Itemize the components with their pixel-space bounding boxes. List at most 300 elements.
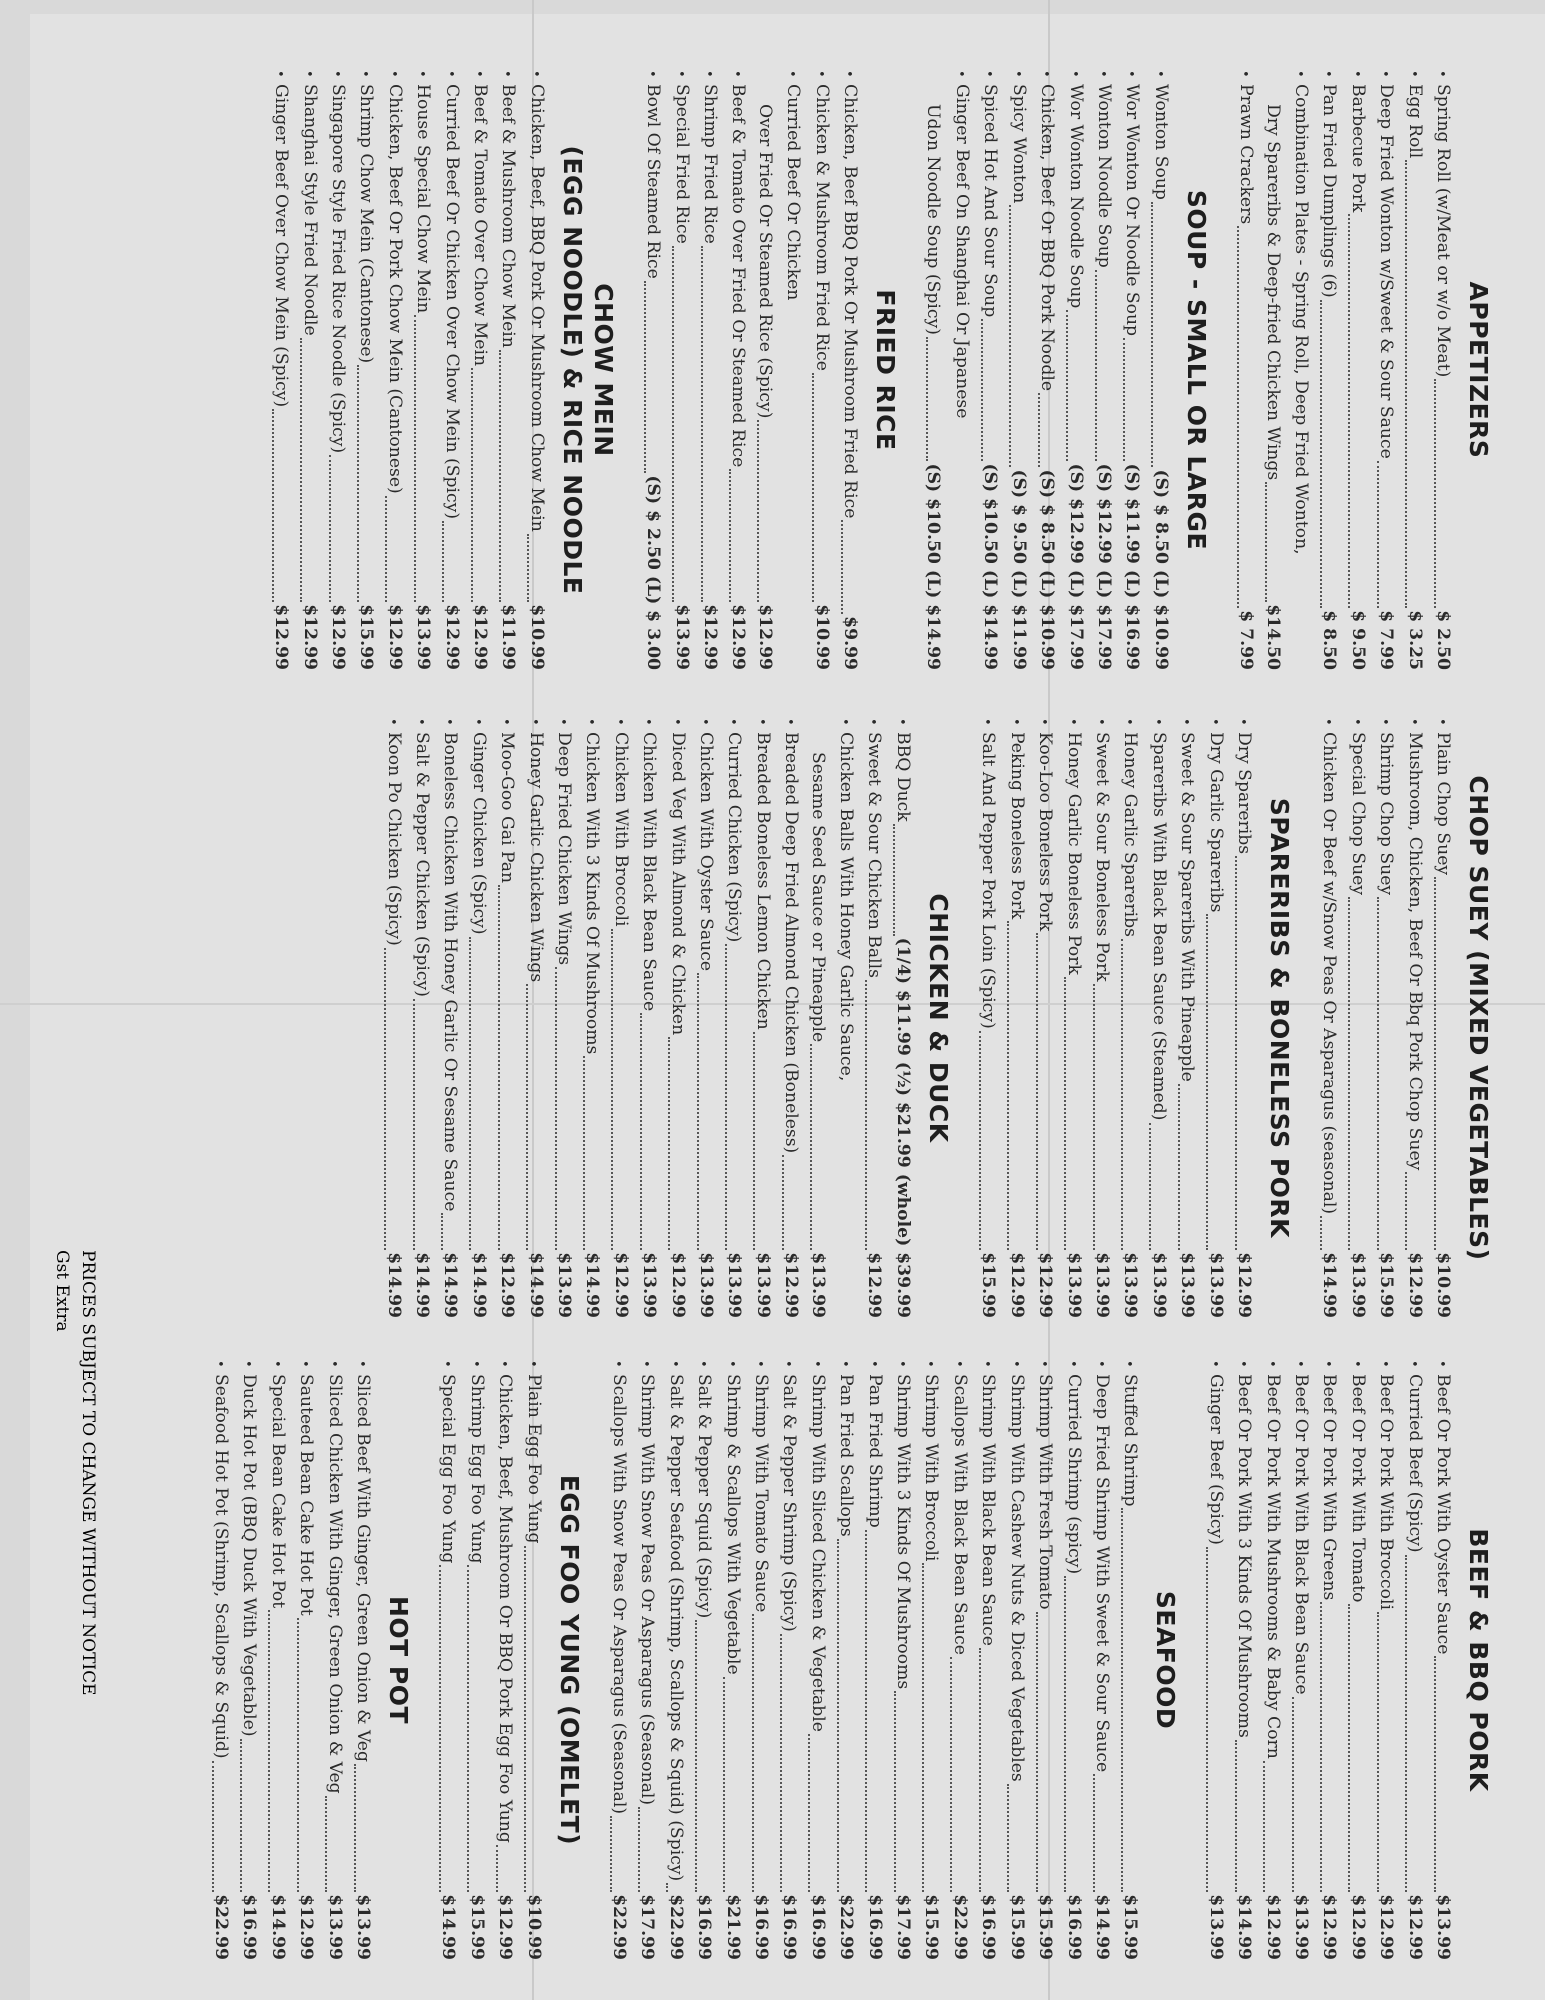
item-name: Koo-Loo Boneless Pork [1035, 732, 1056, 932]
dot-leader [524, 1546, 526, 1893]
menu-item [433, 1360, 461, 1960]
menu-item [1231, 70, 1259, 670]
menu-item [723, 70, 751, 670]
dot-leader [1178, 1084, 1180, 1250]
dot-leader [1093, 984, 1095, 1251]
item-price: $13.99 [807, 1252, 828, 1318]
menu-item [1342, 70, 1370, 670]
menu-item [319, 1360, 347, 1960]
item-price: $14.99 [438, 1894, 459, 1960]
bullet-icon: • [1094, 70, 1110, 78]
item-name: Diced Veg With Almond & Chicken [667, 732, 688, 1036]
item-price: $9.99 [840, 616, 861, 670]
menu-item [666, 70, 694, 670]
item-name: Dry Spareribs & Deep-fried Chicken Wings [1262, 104, 1283, 481]
menu-item [436, 70, 464, 670]
item-name: Shrimp Fried Rice [700, 84, 721, 244]
dot-leader [1263, 1761, 1265, 1892]
item-price: $16.99 [694, 1894, 715, 1960]
menu-item [1001, 1360, 1029, 1960]
bullet-icon: • [1151, 70, 1167, 78]
item-name: Chicken, Beef BBQ Pork Or Mushroom Fried Rice [840, 84, 861, 519]
dot-leader [1405, 160, 1407, 608]
menu-item [1314, 1360, 1342, 1960]
menu-item [717, 1360, 745, 1960]
item-name: Duck Hot Pot (BBQ Duck With Vegetable) [239, 1374, 260, 1737]
item-price: $10.99 [1433, 1252, 1453, 1318]
item-price: $12.99 [1404, 1894, 1425, 1960]
dot-leader [442, 521, 444, 602]
bullet-icon: • [526, 718, 542, 726]
menu-item [1286, 70, 1314, 670]
dot-leader [471, 368, 473, 602]
menu-item [888, 1360, 916, 1960]
bullet-icon: • [922, 1360, 938, 1368]
item-name: Special Egg Foo Yung [438, 1374, 459, 1564]
dot-leader [439, 1565, 441, 1892]
menu-item [461, 1360, 489, 1960]
menu-item [407, 718, 435, 1318]
dot-leader [1038, 393, 1040, 467]
dot-leader [894, 1691, 896, 1892]
bullet-icon: • [1064, 1360, 1080, 1368]
menu-item [1371, 70, 1399, 670]
item-price: $13.99 [1148, 1252, 1169, 1318]
item-name: Mushroom, Chicken, Beef Or Bbq Pork Chop Suey [1404, 732, 1425, 1171]
bullet-icon: • [837, 718, 853, 726]
dot-leader [496, 1845, 498, 1892]
bullet-icon: • [837, 1360, 853, 1368]
item-name: Breaded Boneless Lemon Chicken [752, 732, 773, 1030]
item-price: $12.99 [299, 604, 320, 670]
item-name: Chicken Or Beef w/Snow Peas Or Asparagus (seasonal) [1319, 732, 1340, 1215]
dot-leader [1348, 1604, 1350, 1892]
dot-leader [780, 1634, 782, 1892]
section-heading: APPETIZERS [1464, 281, 1493, 459]
menu-item [1032, 70, 1060, 670]
dot-leader [697, 973, 699, 1250]
menu-item [234, 1360, 262, 1960]
item-price: $12.99 [1404, 1252, 1425, 1318]
item-price: $12.99 [1319, 1894, 1340, 1960]
item-name: Beef & Mushroom Chow Mein [498, 84, 519, 348]
menu-item [831, 718, 859, 1318]
menu-item [1001, 718, 1029, 1318]
bullet-icon: • [1263, 1360, 1279, 1368]
dot-leader [695, 1620, 697, 1892]
bullet-icon: • [1377, 1360, 1393, 1368]
section-spareribs [973, 718, 1294, 1318]
item-list [266, 70, 550, 670]
item-name: BBQ Duck [892, 732, 913, 822]
bullet-icon: • [697, 718, 713, 726]
dot-leader [441, 1213, 443, 1250]
item-price: $13.99 [1120, 1252, 1141, 1318]
dot-leader [527, 534, 529, 602]
dot-leader [1292, 1697, 1294, 1893]
item-price: $15.99 [978, 1252, 999, 1318]
item-price: (S) $10.50 (L) $14.99 [980, 463, 1001, 670]
item-name: Curried Chicken (Spicy) [724, 732, 745, 943]
section-seafood [604, 1360, 1181, 1960]
item-price: $14.99 [1234, 1894, 1255, 1960]
bullet-icon: • [524, 1360, 540, 1368]
item-price: $13.99 [1290, 1894, 1311, 1960]
bullet-icon: • [894, 1360, 910, 1368]
menu-item [888, 718, 916, 1318]
bullet-icon: • [1092, 718, 1108, 726]
dot-leader [268, 1610, 270, 1892]
bullet-icon: • [725, 718, 741, 726]
item-name: Shrimp With Sliced Chicken & Vegetable [807, 1374, 828, 1732]
dot-leader [672, 246, 674, 602]
menu-item [1259, 70, 1285, 670]
bullet-icon: • [1206, 718, 1222, 726]
bullet-icon: • [865, 1360, 881, 1368]
dot-leader [611, 929, 613, 1251]
bullet-icon: • [496, 1360, 512, 1368]
item-price: $11.99 [498, 604, 519, 670]
dot-leader [1405, 1555, 1407, 1893]
bullet-icon: • [644, 70, 660, 78]
menu-item [1058, 718, 1086, 1318]
bullet-icon: • [1149, 718, 1165, 726]
menu-item [262, 1360, 290, 1960]
gst-notice: Gst Extra [52, 1250, 72, 1332]
menu-item [831, 1360, 859, 1960]
menu-item [662, 718, 690, 1318]
menu-item [920, 70, 946, 670]
bullet-icon: • [414, 70, 430, 78]
dot-leader [922, 1563, 924, 1892]
bullet-icon: • [555, 718, 571, 726]
menu-item [549, 718, 577, 1318]
menu-item [802, 1360, 830, 1960]
menu-item [490, 1360, 518, 1960]
dot-leader [329, 455, 331, 602]
dot-leader [1377, 897, 1379, 1250]
dot-leader [1149, 1123, 1151, 1251]
item-price: $12.99 [296, 1894, 317, 1960]
section-chop-suey [1314, 718, 1493, 1318]
dot-leader [212, 1761, 214, 1893]
menu-item [1115, 1360, 1143, 1960]
bullet-icon: • [527, 70, 543, 78]
item-name: Sweet & Sour Chicken Balls [864, 732, 885, 978]
item-price: $22.99 [949, 1894, 970, 1960]
item-name: Ginger Beef Over Chow Mein (Spicy) [271, 84, 292, 408]
item-price: $14.50 [1262, 604, 1283, 670]
dot-leader [1066, 310, 1068, 461]
bullet-icon: • [1320, 70, 1336, 78]
bullet-icon: • [1291, 70, 1307, 78]
item-name: Scallops With Black Bean Sauce [949, 1374, 970, 1655]
item-name: Pan Fried Scallops [836, 1374, 857, 1537]
dot-leader [357, 365, 359, 602]
item-name: Sauteed Bean Cake Hot Pot [296, 1374, 317, 1616]
item-name: Chicken & Mushroom Fried Rice [811, 84, 832, 371]
bullet-icon: • [499, 70, 515, 78]
item-price: (1/4) $11.99 (½) $21.99 (whole) $39.99 [892, 937, 913, 1318]
dot-leader [469, 937, 471, 1251]
menu-item [1229, 718, 1257, 1318]
item-price: $15.99 [466, 1894, 487, 1960]
menu-item [1200, 718, 1228, 1318]
item-list [1200, 1360, 1456, 1960]
item-name: Bowl Of Steamed Rice [643, 84, 664, 279]
menu-item [351, 70, 379, 670]
menu-item [521, 70, 549, 670]
bullet-icon: • [1348, 1360, 1364, 1368]
item-price: $12.99 [1262, 1894, 1283, 1960]
menu-item [518, 1360, 546, 1960]
bullet-icon: • [268, 1360, 284, 1368]
bullet-icon: • [1434, 70, 1449, 78]
menu-item [1342, 1360, 1370, 1960]
bullet-icon: • [1320, 718, 1336, 726]
bullet-icon: • [1291, 1360, 1307, 1368]
bullet-icon: • [668, 718, 684, 726]
bullet-icon: • [1036, 1360, 1052, 1368]
item-name: Special Fried Rice [671, 84, 692, 244]
section-heading: CHOP SUEY (MIXED VEGETABLES) [1464, 775, 1493, 1261]
item-price: $13.99 [1433, 1894, 1453, 1960]
menu-item [1428, 70, 1456, 670]
bullet-icon: • [666, 1360, 682, 1368]
price-notice [49, 1230, 101, 1696]
dot-leader [979, 1648, 981, 1892]
item-name: Shanghai Style Fried Noodle [299, 84, 320, 336]
item-name: Honey Garlic Spareribs [1120, 732, 1141, 937]
menu-item [1314, 718, 1342, 1318]
dot-leader [1064, 977, 1066, 1250]
menu-item [719, 718, 747, 1318]
menu-item [804, 718, 830, 1318]
bullet-icon: • [1237, 70, 1253, 78]
bullet-icon: • [384, 718, 400, 726]
dot-leader [668, 1037, 670, 1250]
item-name: Salt & Pepper Seafood (Shrimp, Scallops & Squid) (Spicy) [665, 1374, 686, 1882]
dot-leader [753, 1032, 755, 1251]
item-name: Beef & Tomato Over Chow Mein [470, 84, 491, 367]
dot-leader [1377, 1612, 1379, 1892]
item-price: $14.99 [440, 1252, 461, 1318]
bullet-icon: • [979, 1360, 995, 1368]
item-name: Deep Fried Chicken Wings [554, 732, 575, 966]
menu-item [638, 70, 666, 670]
item-price: (S) $ 8.50 (L) $10.99 [1150, 469, 1171, 670]
item-price: $16.99 [779, 1894, 800, 1960]
item-name: Salt And Pepper Pork Loin (Spicy) [978, 732, 999, 1029]
dot-leader [1206, 914, 1208, 1250]
dot-leader [1093, 1774, 1095, 1892]
menu-item [435, 718, 463, 1318]
dot-leader [865, 1530, 867, 1893]
item-price: $14.99 [582, 1252, 603, 1318]
item-price: $13.99 [724, 1252, 745, 1318]
item-name: Beef & Tomato Over Fried Or Steamed Rice [728, 84, 749, 468]
dot-leader [1151, 202, 1153, 468]
item-list [206, 1360, 376, 1960]
dot-leader [583, 1056, 585, 1250]
dot-leader [808, 1734, 810, 1892]
bullet-icon: • [1007, 1360, 1023, 1368]
item-name: Stuffed Shrimp [1120, 1374, 1141, 1507]
menu-item [323, 70, 351, 670]
dot-leader [1123, 338, 1125, 461]
bullet-icon: • [413, 718, 428, 726]
dot-leader [1237, 226, 1239, 608]
dot-leader [385, 496, 387, 603]
bullet-icon: • [385, 70, 401, 78]
item-list [378, 718, 916, 1318]
section-heading: HOT POT [384, 1595, 413, 1725]
menu-item [632, 1360, 660, 1960]
dot-leader [926, 337, 928, 462]
item-price: $10.99 [811, 604, 832, 670]
bullet-icon: • [1348, 718, 1364, 726]
item-price: $16.99 [239, 1894, 260, 1960]
item-list [433, 1360, 547, 1960]
menu-item [778, 70, 806, 670]
section-heading: SPARERIBS & BONELESS PORK [1264, 797, 1294, 1239]
menu-item [691, 718, 719, 1318]
item-name: Scallops With Snow Peas Or Asparagus (Seasonal) [609, 1374, 630, 1815]
item-price: $21.99 [722, 1894, 743, 1960]
item-price: $16.99 [978, 1894, 999, 1960]
bullet-icon: • [723, 1360, 739, 1368]
bullet-icon: • [1036, 718, 1052, 726]
dot-leader [526, 984, 528, 1250]
bullet-icon: • [272, 70, 288, 78]
item-name: Shrimp With Snow Peas Or Asparagus (Seasonal) [637, 1374, 658, 1806]
menu-item [1087, 1360, 1115, 1960]
item-name: Koon Po Chicken (Spicy) [383, 732, 404, 946]
item-name: Chicken, Beef Or Pork Chow Mein (Cantonese) [384, 84, 405, 494]
menu-item [695, 70, 723, 670]
bullet-icon: • [981, 70, 997, 78]
menu-item [206, 1360, 234, 1960]
menu-item [835, 70, 863, 670]
menu-item [1143, 718, 1171, 1318]
item-name: Spiced Hot And Sour Soup [980, 84, 1001, 318]
item-name: Curried Beef Or Chicken [783, 84, 804, 301]
item-price: $14.99 [412, 1252, 432, 1318]
menu-item [520, 718, 548, 1318]
dot-leader [1235, 1740, 1237, 1892]
dot-leader [384, 948, 386, 1250]
bullet-icon: • [812, 70, 828, 78]
menu-item [689, 1360, 717, 1960]
item-name: Shrimp Chop Suey [1376, 732, 1397, 896]
dot-leader [782, 1155, 784, 1250]
menu-item [1060, 70, 1088, 670]
item-name: Moo-Goo Gai Pan [497, 732, 518, 884]
dot-leader [894, 824, 896, 936]
item-price: $14.99 [468, 1252, 489, 1318]
item-price: (S) $11.99 (L) $16.99 [1122, 463, 1143, 670]
item-price: $13.99 [413, 604, 434, 670]
bullet-icon: • [240, 1360, 256, 1368]
item-name: Peking Boneless Pork [1006, 732, 1027, 920]
item-name: House Special Chow Mein [413, 84, 434, 314]
bullet-icon: • [467, 1360, 483, 1368]
item-price: $13.99 [752, 1252, 773, 1318]
menu-item [859, 718, 887, 1318]
bullet-icon: • [469, 718, 485, 726]
dot-leader [1064, 1576, 1066, 1892]
dot-leader [1206, 1547, 1208, 1892]
item-price: $ 2.50 [1433, 610, 1453, 670]
item-name: Egg Roll [1404, 84, 1425, 159]
bullet-icon: • [441, 718, 457, 726]
bullet-icon: • [1038, 70, 1054, 78]
item-price: $13.99 [1063, 1252, 1084, 1318]
item-price: $12.99 [441, 604, 462, 670]
dot-leader [1348, 897, 1350, 1250]
dot-leader [325, 1796, 327, 1893]
item-name: Wonton Soup [1150, 84, 1171, 200]
item-price: $12.99 [864, 1252, 885, 1318]
dot-leader [1095, 270, 1097, 462]
item-name: Plain Egg Foo Yung [523, 1374, 544, 1544]
dot-leader [841, 520, 843, 614]
bullet-icon: • [729, 70, 745, 78]
dot-leader [1036, 1612, 1038, 1893]
menu-item [1229, 1360, 1257, 1960]
item-name: Plain Chop Suey [1433, 732, 1453, 876]
bullet-icon: • [701, 70, 717, 78]
item-name: Curried Beef Or Chicken Over Chow Mein (Spicy) [441, 84, 462, 520]
item-price: $22.99 [609, 1894, 630, 1960]
item-name: Barbecue Pork [1347, 84, 1368, 213]
dot-leader [752, 1614, 754, 1892]
item-price: $16.99 [807, 1894, 828, 1960]
item-price: $16.99 [751, 1894, 772, 1960]
dot-leader [1009, 205, 1011, 467]
item-name: Honey Garlic Boneless Pork [1063, 732, 1084, 975]
section-soup [920, 70, 1211, 670]
menu-item [605, 718, 633, 1318]
menu-item [379, 70, 407, 670]
menu-item [1117, 70, 1145, 670]
item-name: Sesame Seed Sauce or Pineapple [807, 752, 828, 1043]
dot-leader [810, 1044, 812, 1250]
dot-leader [1320, 300, 1322, 608]
item-price: $12.99 [610, 1252, 631, 1318]
item-name: Salt & Pepper Shrimp (Spicy) [779, 1374, 800, 1632]
dot-leader [1434, 877, 1436, 1250]
dot-leader [1320, 1216, 1322, 1250]
dot-leader [467, 1565, 469, 1892]
bullet-icon: • [1121, 718, 1137, 726]
bullet-icon: • [1405, 70, 1421, 78]
item-name: Beef Or Pork With 3 Kinds Of Mushrooms [1234, 1374, 1255, 1738]
menu-item [1087, 718, 1115, 1318]
menu-item [1399, 70, 1427, 670]
item-price: $12.99 [1233, 1252, 1254, 1318]
item-price: $12.99 [1376, 1894, 1397, 1960]
bullet-icon: • [1066, 70, 1082, 78]
item-name: Deep Fried Shrimp With Sweet & Sour Sauce [1091, 1374, 1112, 1773]
item-name: Breaded Deep Fried Almond Chicken (Boneless) [781, 732, 802, 1154]
bullet-icon: • [753, 718, 769, 726]
dot-leader [865, 980, 867, 1250]
dot-leader [297, 1618, 299, 1893]
bullet-icon: • [1121, 1360, 1137, 1368]
menu-item [776, 718, 804, 1318]
menu-item [1172, 718, 1200, 1318]
